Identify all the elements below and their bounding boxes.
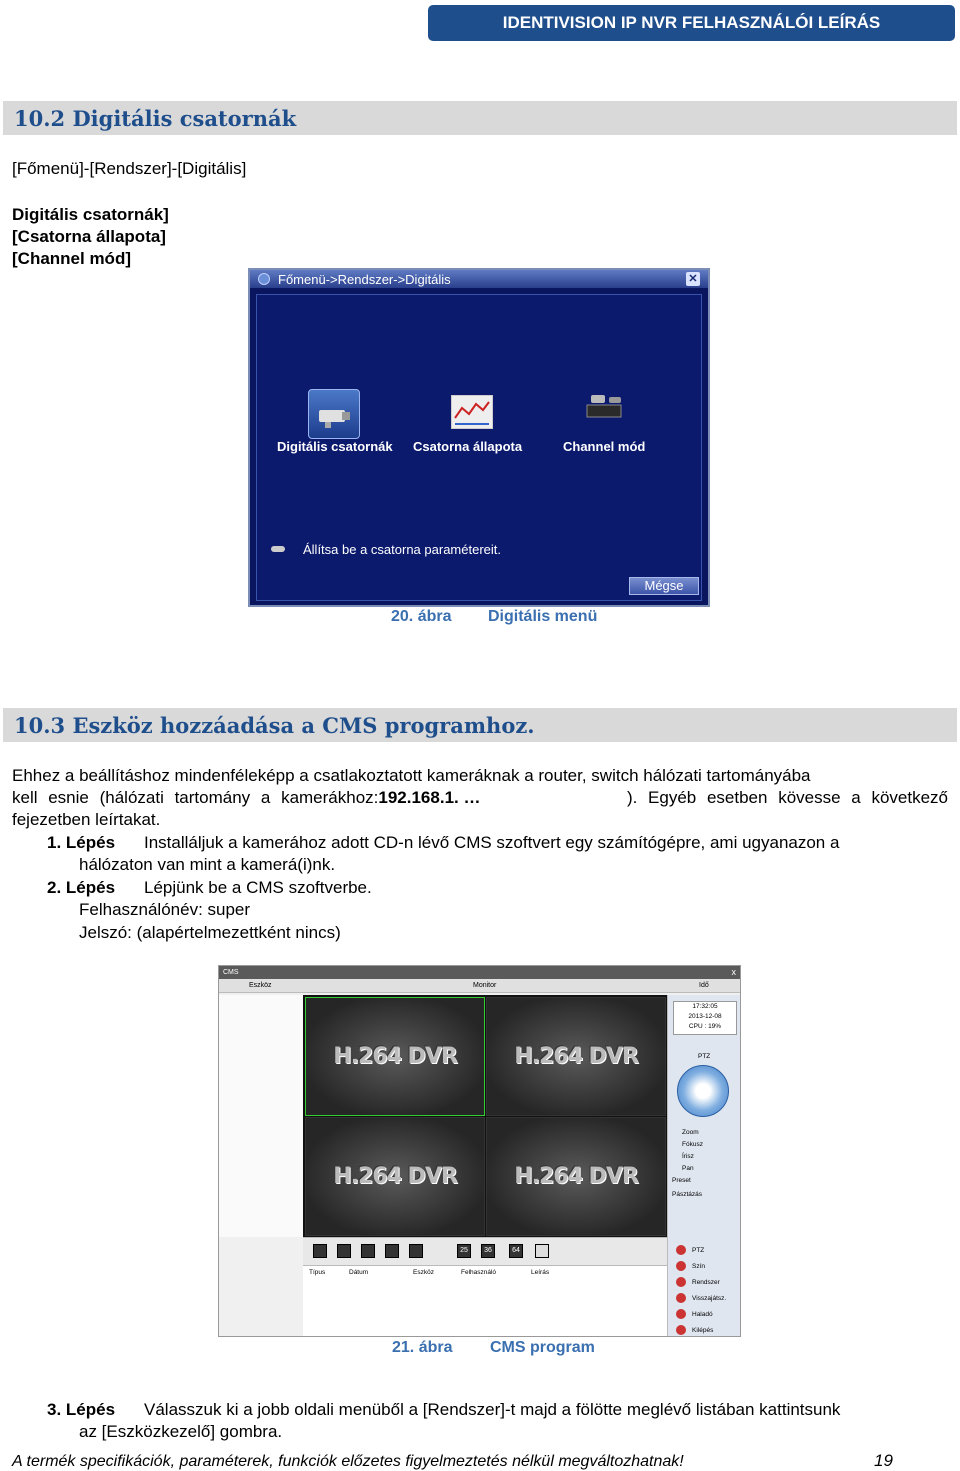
step-2-text: Lépjünk be a CMS szoftverbe.	[144, 878, 372, 897]
menu-advanced-label: Haladó	[692, 1310, 713, 1318]
ptz-icon	[676, 1245, 686, 1255]
focus-control[interactable]: Fókusz	[682, 1141, 703, 1148]
step-2-label: 2. Lépés	[47, 878, 116, 897]
step-3-text-cont: az [Eszközkezelő] gombra.	[79, 1422, 283, 1441]
video-tile[interactable]	[305, 997, 485, 1116]
scan-label: Pásztázás	[672, 1191, 702, 1198]
fullscreen-icon[interactable]	[535, 1244, 549, 1258]
dvr-title-text: Főmenü->Rendszer->Digitális	[278, 271, 451, 287]
log-col-type: Típus	[309, 1269, 326, 1276]
cms-header-bar	[219, 979, 740, 993]
ptz-label: PTZ	[698, 1053, 711, 1060]
digital-channels-icon[interactable]	[308, 389, 360, 439]
paragraph-line-2b: ). Egyéb esetben kövesse a következő	[626, 788, 948, 807]
close-icon[interactable]: x	[731, 967, 736, 977]
layout-toolbar	[303, 1237, 667, 1265]
color-icon	[676, 1261, 686, 1271]
step-1-label: 1. Lépés	[47, 833, 116, 852]
clock-time: 17:32:05	[692, 1003, 718, 1010]
system-icon	[676, 1277, 686, 1287]
menu-system-label: Rendszer	[692, 1278, 720, 1286]
menu-item-channel-mode[interactable]: Channel mód	[563, 439, 646, 454]
menu-color-label: Szín	[692, 1262, 706, 1270]
tab-device[interactable]: Eszköz	[249, 982, 272, 989]
figure-20-label: Digitális menü	[488, 608, 598, 625]
layout-1-icon[interactable]	[313, 1244, 327, 1258]
tab-monitor[interactable]: Monitor	[473, 982, 497, 989]
dvr-hint-text: Állítsa be a csatorna paramétereit.	[303, 542, 501, 557]
menu-item-channel-status[interactable]: Csatorna állapota	[413, 439, 523, 454]
menu-exit-label: Kilépés	[692, 1326, 714, 1334]
paragraph-line-2	[12, 787, 948, 809]
cms-window	[218, 965, 741, 1337]
menu-advanced[interactable]	[676, 1307, 713, 1321]
clock-date: 2013-12-08	[688, 1013, 722, 1020]
paragraph-line-1: Ehhez a beállításhoz mindenféleképp a csatlakoztatott kameráknak a router, switch hálózati tartományába	[12, 766, 811, 785]
layout-36-button[interactable]: 36	[481, 1244, 495, 1258]
layout-8-icon[interactable]	[361, 1244, 375, 1258]
info-icon	[271, 546, 285, 552]
channel-status-icon[interactable]	[451, 395, 493, 429]
clock-display	[673, 1001, 737, 1035]
menu-ptz[interactable]	[676, 1243, 704, 1257]
figure-21-label: CMS program	[490, 1339, 595, 1356]
menu-path: [Főmenü]-[Rendszer]-[Digitális]	[12, 159, 247, 178]
layout-9-icon[interactable]	[385, 1244, 399, 1258]
password-line: Jelszó: (alapértelmezettként nincs)	[79, 923, 341, 942]
log-col-device: Eszköz	[413, 1269, 434, 1276]
playback-icon	[676, 1293, 686, 1303]
figure-21-number: 21. ábra	[392, 1339, 453, 1356]
item-digital-channels: Digitális csatornák]	[12, 205, 169, 224]
tile-text: H.264 DVR	[333, 1164, 457, 1189]
layout-16-icon[interactable]	[409, 1244, 423, 1258]
paragraph-line-2a: kell esnie (hálózati tartomány a kamerákhoz:	[12, 788, 379, 807]
video-grid	[303, 995, 667, 1237]
page-number: 19	[874, 1451, 893, 1470]
video-tile[interactable]	[486, 997, 666, 1116]
control-panel	[667, 995, 741, 1337]
iris-control[interactable]: Írisz	[682, 1153, 694, 1160]
ptz-direction-pad[interactable]	[677, 1065, 729, 1117]
step-3-label: 3. Lépés	[47, 1400, 116, 1419]
step-1-text-cont: hálózaton van mint a kamerá(i)nk.	[79, 855, 336, 874]
tab-time[interactable]: Idő	[699, 982, 709, 989]
log-col-date: Dátum	[349, 1269, 369, 1276]
ip-range: 192.168.1. …	[378, 788, 481, 807]
section-heading-10-2: 10.2 Digitális csatornák	[3, 101, 957, 135]
step-3-text: Válasszuk ki a jobb oldali menüből a [Rendszer]-t majd a fölötte meglévő listában kattintsunk	[144, 1400, 841, 1419]
menu-exit[interactable]	[676, 1323, 713, 1337]
layout-25-button[interactable]: 25	[457, 1244, 471, 1258]
dvr-content	[256, 294, 702, 601]
channel-mode-icon[interactable]	[583, 391, 629, 427]
pan-control[interactable]: Pan	[682, 1165, 694, 1172]
window-icon	[258, 273, 270, 285]
cms-title-text: CMS	[223, 969, 239, 976]
video-tile[interactable]	[486, 1117, 666, 1236]
username-line: Felhasználónév: super	[79, 900, 251, 919]
footer-disclaimer: A termék specifikációk, paraméterek, funkciók előzetes figyelmeztetés nélkül megváltozhatnak!	[12, 1453, 684, 1470]
cms-title-bar	[219, 966, 740, 979]
cpu-usage: CPU : 19%	[688, 1023, 722, 1030]
cancel-button[interactable]: Mégse	[629, 577, 699, 595]
menu-ptz-label: PTZ	[692, 1246, 705, 1254]
device-list-panel[interactable]	[219, 995, 303, 1237]
log-table	[303, 1265, 667, 1337]
video-tile[interactable]	[305, 1117, 485, 1236]
tile-text: H.264 DVR	[514, 1164, 638, 1189]
section-heading-10-3: 10.3 Eszköz hozzáadása a CMS programhoz.	[3, 708, 957, 742]
tile-text: H.264 DVR	[333, 1044, 457, 1069]
item-channel-mode: [Channel mód]	[12, 249, 131, 268]
menu-playback[interactable]	[676, 1291, 726, 1305]
layout-4-icon[interactable]	[337, 1244, 351, 1258]
close-icon[interactable]: ✕	[686, 272, 700, 286]
paragraph-line-3: fejezetben leírtakat.	[12, 810, 161, 829]
zoom-control[interactable]: Zoom	[682, 1129, 699, 1136]
advanced-icon	[676, 1309, 686, 1319]
dvr-title-bar	[250, 270, 708, 288]
menu-playback-label: Visszajátsz.	[692, 1294, 727, 1302]
step-1-text: Installáljuk a kamerához adott CD-n lévő CMS szoftvert egy számítógépre, ami ugyanazon a	[144, 833, 840, 852]
log-col-desc: Leírás	[531, 1269, 550, 1276]
exit-icon	[676, 1325, 686, 1335]
menu-color[interactable]	[676, 1259, 705, 1273]
layout-64-button[interactable]: 64	[509, 1244, 523, 1258]
menu-item-digital-channels[interactable]: Digitális csatornák	[277, 439, 393, 454]
menu-system[interactable]	[676, 1275, 720, 1289]
log-col-user: Felhasználó	[461, 1269, 497, 1276]
figure-20-number: 20. ábra	[391, 608, 452, 625]
dvr-digital-menu-window	[248, 268, 710, 607]
preset-label: Preset	[672, 1177, 691, 1184]
tile-text: H.264 DVR	[514, 1044, 638, 1069]
document-header-banner: IDENTIVISION IP NVR FELHASZNÁLÓI LEÍRÁS	[428, 5, 955, 41]
item-channel-status: [Csatorna állapota]	[12, 227, 166, 246]
